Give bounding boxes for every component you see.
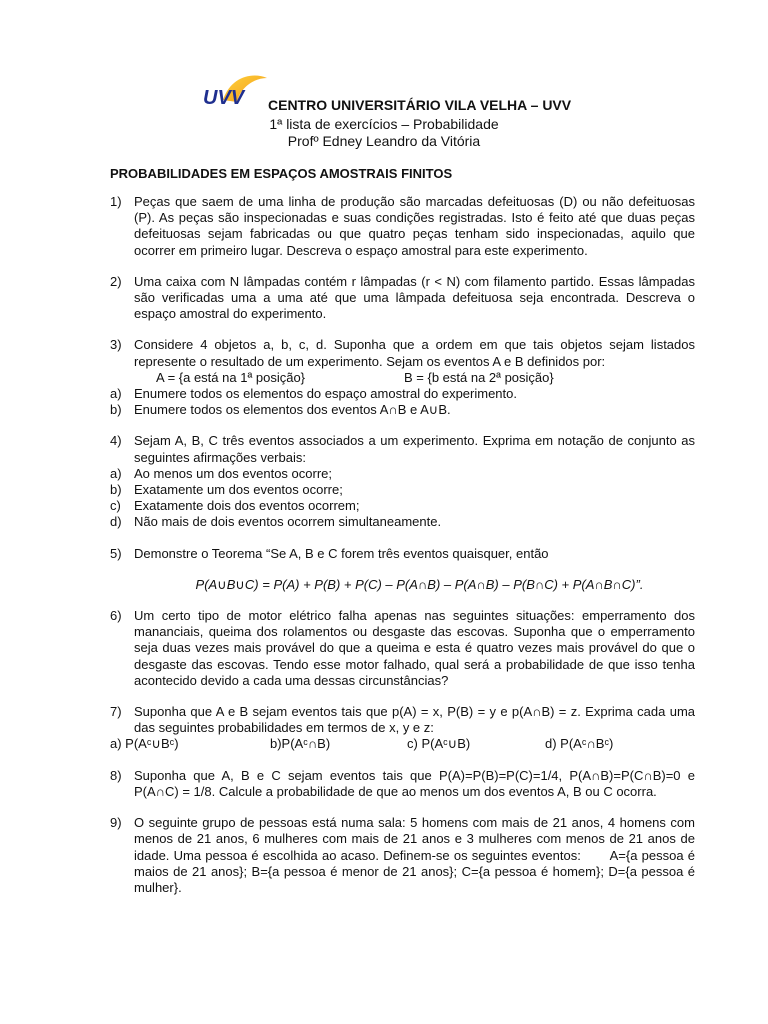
exercise-text: Suponha que A e B sejam eventos tais que p(A) = x, P(B) = y e p(A∩B) = z. Exprima cada uma das seguintes probabilidades em termos de x, y e z:	[134, 704, 695, 736]
exercise-text: Um certo tipo de motor elétrico falha apenas nas seguintes situações: emperramento dos mananciais, queima dos rolamentos ou desgaste das escovas. Suponha que o emperramento seja duas vezes mais provável do que a queima e esta é quatro vezes mais provável do que o desgaste das escovas. Tendo esse motor falhado, qual será a probabilidade de que isso tenha acontecido devido a cada uma dessas circunstâncias?	[134, 608, 695, 688]
exercise-6	[110, 608, 695, 689]
exercise-text: Demonstre o Teorema “Se A, B e C forem três eventos quaisquer, então	[134, 545, 549, 561]
document-header	[0, 72, 768, 152]
exercise-text: Uma caixa com N lâmpadas contém r lâmpadas (r < N) com filamento partido. Essas lâmpadas são verificadas uma a uma até que uma lâmpada defeituosa seja encontrada. Descreva o espaço amostral do experimento.	[134, 273, 695, 322]
exercise-8	[110, 768, 695, 800]
exercise-3	[110, 337, 695, 418]
sub-item-b	[110, 402, 695, 418]
professor-name: Profº Edney Leandro da Vitória	[287, 133, 481, 149]
sub-item-label: b)	[110, 482, 122, 498]
sub-item-a	[110, 386, 695, 402]
option-d: d) P(Aᶜ∩Bᶜ)	[545, 736, 614, 752]
exercise-number: 3)	[110, 337, 122, 353]
sub-item-text: Ao menos um dos eventos ocorre;	[134, 465, 332, 481]
institution-name: CENTRO UNIVERSITÁRIO VILA VELHA – UVV	[268, 97, 572, 113]
exercise-number: 1)	[110, 194, 122, 209]
exercise-number: 5)	[110, 545, 122, 561]
theorem-formula: P(A∪B∪C) = P(A) + P(B) + P(C) – P(A∩B) – P(A∩B) – P(B∩C) + P(A∩B∩C)”.	[195, 576, 644, 592]
sub-item-a	[110, 466, 695, 482]
exercise-number: 7)	[110, 704, 122, 720]
sub-item-text: Exatamente um dos eventos ocorre;	[134, 482, 343, 498]
sub-item-label: a)	[110, 465, 122, 481]
sub-item-c	[110, 498, 695, 514]
sub-item-text: Enumere todos os elementos do espaço amostral do experimento.	[134, 386, 517, 402]
sub-item-label: d)	[110, 514, 122, 530]
list-title: 1ª lista de exercícios – Probabilidade	[269, 116, 499, 132]
event-definitions	[134, 370, 695, 386]
option-a: a) P(Aᶜ∪Bᶜ)	[110, 736, 179, 752]
exercise-4	[110, 433, 695, 530]
exercise-text: Considere 4 objetos a, b, c, d. Suponha que a ordem em que tais objetos sejam listados represente o resultado de um experimento. Sejam os eventos A e B definidos por:	[134, 337, 695, 369]
sub-item-text: Enumere todos os elementos dos eventos A∩B e A∪B.	[134, 402, 451, 418]
event-b: B = {b está na 2ª posição}	[404, 369, 554, 385]
exercise-number: 6)	[110, 608, 122, 624]
logo-text: UVV	[203, 87, 245, 109]
exercise-2	[110, 274, 695, 323]
exercise-1	[110, 194, 695, 259]
option-b: b)P(Aᶜ∩B)	[270, 736, 331, 752]
exercise-number: 2)	[110, 273, 122, 289]
exercise-5	[110, 546, 695, 593]
option-c: c) P(Aᶜ∪B)	[407, 736, 471, 752]
sub-item-d	[110, 514, 695, 530]
exercise-text: Suponha que A, B e C sejam eventos tais que P(A)=P(B)=P(C)=1/4, P(A∩B)=P(C∩B)=0 e P(A∩C) = 1/8. Calcule a probabilidade de que ao menos um dos eventos A, B ou C ocorra.	[134, 767, 695, 799]
sub-item-label: a)	[110, 386, 122, 402]
sub-item-label: b)	[110, 402, 122, 418]
sub-item-b	[110, 482, 695, 498]
exercise-options	[110, 736, 695, 752]
sub-item-text: Exatamente dois dos eventos ocorrem;	[134, 498, 360, 514]
exercise-9	[110, 815, 699, 896]
section-title: PROBABILIDADES EM ESPAÇOS AMOSTRAIS FINITOS	[110, 166, 453, 181]
exercise-number: 8)	[110, 767, 122, 783]
exercise-number: 9)	[110, 815, 122, 831]
exercise-list	[110, 194, 699, 911]
exercise-7	[110, 704, 695, 753]
uvv-logo	[201, 72, 269, 112]
exercise-text: Peças que saem de uma linha de produção são marcadas defeituosas (D) ou não defeituosas (P). As peças são inspecionadas e suas condições registradas. Isto é feito até que duas peças defeituosas sejam fabricadas ou que quatro peças tenham sido inspecionadas, aquilo que ocorrer em primeiro lugar. Descreva o espaço amostral para este experimento.	[134, 194, 695, 258]
exercise-text: O seguinte grupo de pessoas está numa sala: 5 homens com mais de 21 anos, 4 homens com menos de 21 anos, 6 mulheres com mais de 21 anos e 3 mulheres com menos de 21 anos de idade. Uma pessoa é escolhida ao acaso. Definem-se os seguintes eventos: A={a pessoa é maios de 21 anos}; B={a pessoa é menor de 21 anos}; C={a pessoa é homem}; D={a pessoa é mulher}.	[134, 815, 699, 895]
exercise-text: Sejam A, B, C três eventos associados a um experimento. Exprima em notação de conjunto as seguintes afirmações verbais:	[134, 433, 695, 465]
event-a: A = {a está na 1ª posição}	[156, 369, 306, 385]
sub-item-text: Não mais de dois eventos ocorrem simultaneamente.	[134, 514, 442, 530]
sub-item-label: c)	[110, 498, 121, 514]
exercise-number: 4)	[110, 433, 122, 449]
